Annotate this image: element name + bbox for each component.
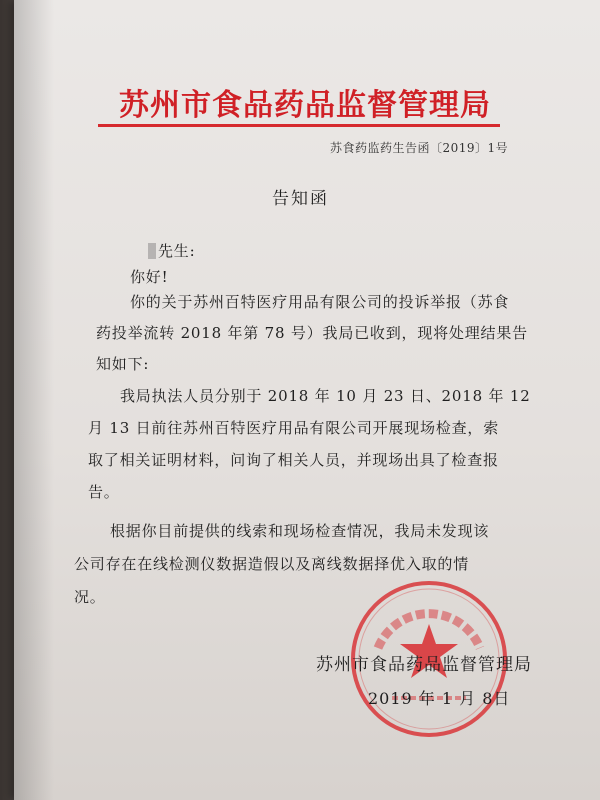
paragraph2-line4: 告。 bbox=[88, 483, 120, 501]
paragraph1-line2: 药投举流转 2018 年第 78 号）我局已收到，现将处理结果告 bbox=[96, 324, 528, 342]
redacted-name bbox=[148, 243, 156, 259]
paragraph2-line3: 取了相关证明材料，问询了相关人员，并现场出具了检查报 bbox=[88, 451, 499, 469]
signature-agency: 苏州市食品药品监督管理局 bbox=[316, 655, 532, 675]
paragraph1-line3: 知如下: bbox=[96, 355, 150, 373]
letterhead-title: 苏州市食品药品监督管理局 bbox=[119, 88, 491, 123]
paragraph1-line1: 你的关于苏州百特医疗用品有限公司的投诉举报（苏食 bbox=[130, 293, 510, 311]
letter-title: 告知函 bbox=[272, 189, 329, 209]
letterhead-rule bbox=[98, 124, 500, 127]
greeting: 你好! bbox=[130, 268, 169, 286]
paragraph2-line1: 我局执法人员分别于 2018 年 10 月 23 日、2018 年 12 bbox=[120, 387, 531, 405]
document-number: 苏食药监药生告函〔2019〕1号 bbox=[330, 141, 509, 155]
paragraph3-line1: 根据你目前提供的线索和现场检查情况，我局未发现该 bbox=[110, 522, 490, 540]
paragraph2-line2: 月 13 日前往苏州百特医疗用品有限公司开展现场检查，索 bbox=[88, 419, 500, 437]
signature-date: 2019 年 1 月 8日 bbox=[368, 689, 511, 708]
salutation: 先生: bbox=[158, 242, 196, 260]
paragraph3-line3: 况。 bbox=[74, 588, 106, 606]
paragraph3-line2: 公司存在在线检测仪数据造假以及离线数据择优入取的情 bbox=[74, 555, 470, 573]
